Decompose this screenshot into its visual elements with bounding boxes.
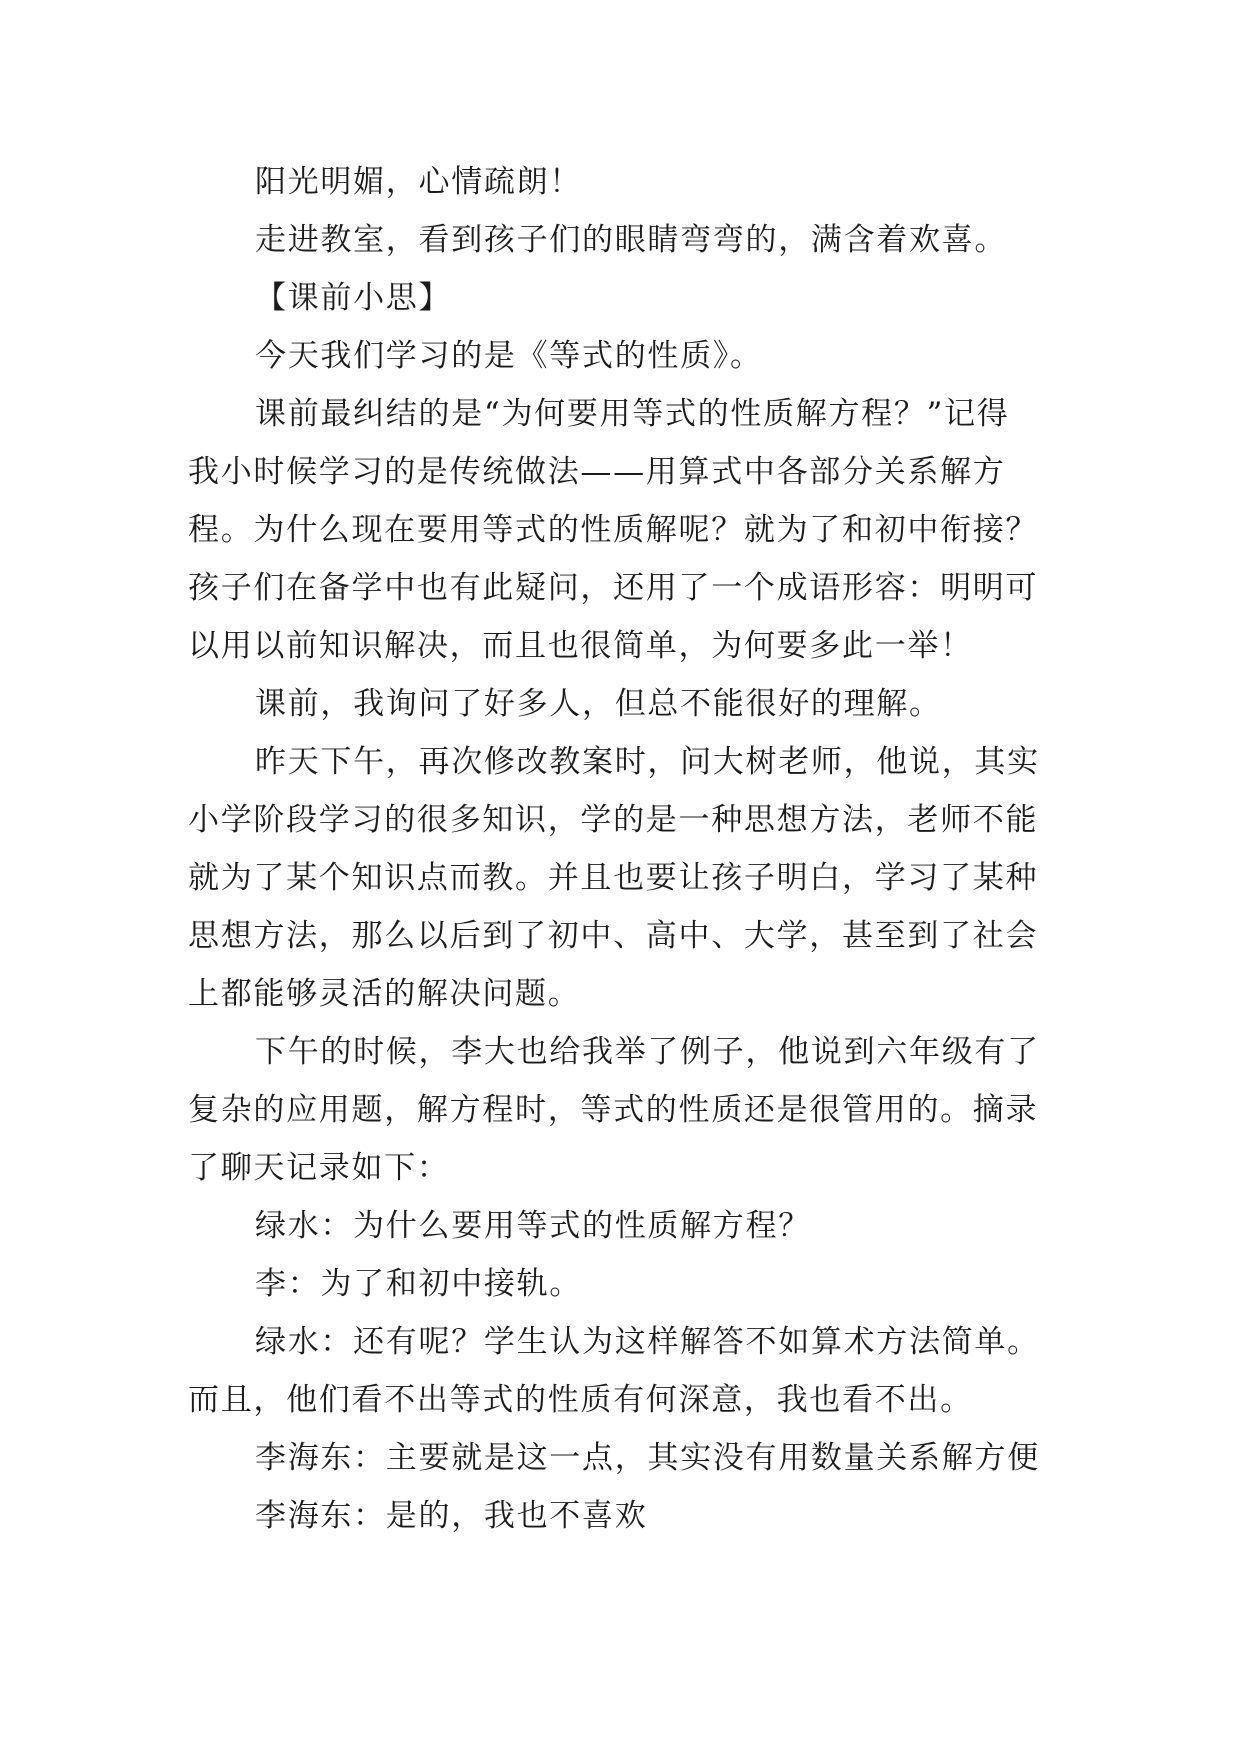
text-line: 了聊天记录如下：	[188, 1150, 450, 1186]
chat-line: 李海东：主要就是这一点，其实没有用数量关系解方便	[255, 1440, 1040, 1476]
text-line: 上都能够灵活的解决问题。	[188, 976, 581, 1012]
text-line: 小学阶段学习的很多知识，学的是一种思想方法，老师不能	[188, 802, 1039, 838]
text-line: 下午的时候，李大也给我举了例子，他说到六年级有了	[255, 1034, 1040, 1070]
chat-message	[188, 1197, 1048, 1255]
text-line: 阳光明媚，心情疏朗！	[255, 164, 582, 200]
chat-message	[188, 1487, 1048, 1545]
paragraph	[188, 733, 1048, 1023]
text-line: 我小时候学习的是传统做法——用算式中各部分关系解方	[188, 454, 1006, 490]
paragraph	[188, 385, 1048, 675]
section-heading	[188, 269, 1048, 327]
chat-line: 而且，他们看不出等式的性质有何深意，我也看不出。	[188, 1382, 973, 1418]
text-line: 复杂的应用题，解方程时，等式的性质还是很管用的。摘录	[188, 1092, 1039, 1128]
chat-line: 绿水：还有呢？学生认为这样解答不如算术方法简单。	[255, 1324, 1040, 1360]
chat-message	[188, 1255, 1048, 1313]
chat-line: 绿水：为什么要用等式的性质解方程？	[255, 1208, 811, 1244]
paragraph	[188, 1023, 1048, 1197]
text-line: 孩子们在备学中也有此疑问，还用了一个成语形容：明明可	[188, 570, 1039, 606]
text-line: 程。为什么现在要用等式的性质解呢？就为了和初中衔接？	[188, 512, 1039, 548]
text-line: 以用以前知识解决，而且也很简单，为何要多此一举！	[188, 628, 973, 664]
text-line: 今天我们学习的是《等式的性质》。	[255, 338, 763, 374]
paragraph	[188, 211, 1048, 269]
text-line: 昨天下午，再次修改教案时，问大树老师，他说，其实	[255, 744, 1040, 780]
paragraph	[188, 675, 1048, 733]
paragraph	[188, 327, 1048, 385]
text-line: 思想方法，那么以后到了初中、高中、大学，甚至到了社会	[188, 918, 1039, 954]
text-line: 就为了某个知识点而教。并且也要让孩子明白，学习了某种	[188, 860, 1039, 896]
text-line: 走进教室，看到孩子们的眼睛弯弯的，满含着欢喜。	[255, 222, 1008, 258]
chat-message	[188, 1313, 1048, 1429]
text-column	[188, 153, 1048, 1545]
text-line: 课前最纠结的是“为何要用等式的性质解方程？”记得	[255, 396, 1010, 432]
chat-message	[188, 1429, 1048, 1487]
section-heading-text: 【课前小思】	[255, 280, 452, 316]
chat-line: 李：为了和初中接轨。	[255, 1266, 582, 1302]
paragraph	[188, 153, 1048, 211]
chat-line: 李海东：是的，我也不喜欢	[255, 1498, 648, 1534]
text-line: 课前，我询问了好多人，但总不能很好的理解。	[255, 686, 942, 722]
